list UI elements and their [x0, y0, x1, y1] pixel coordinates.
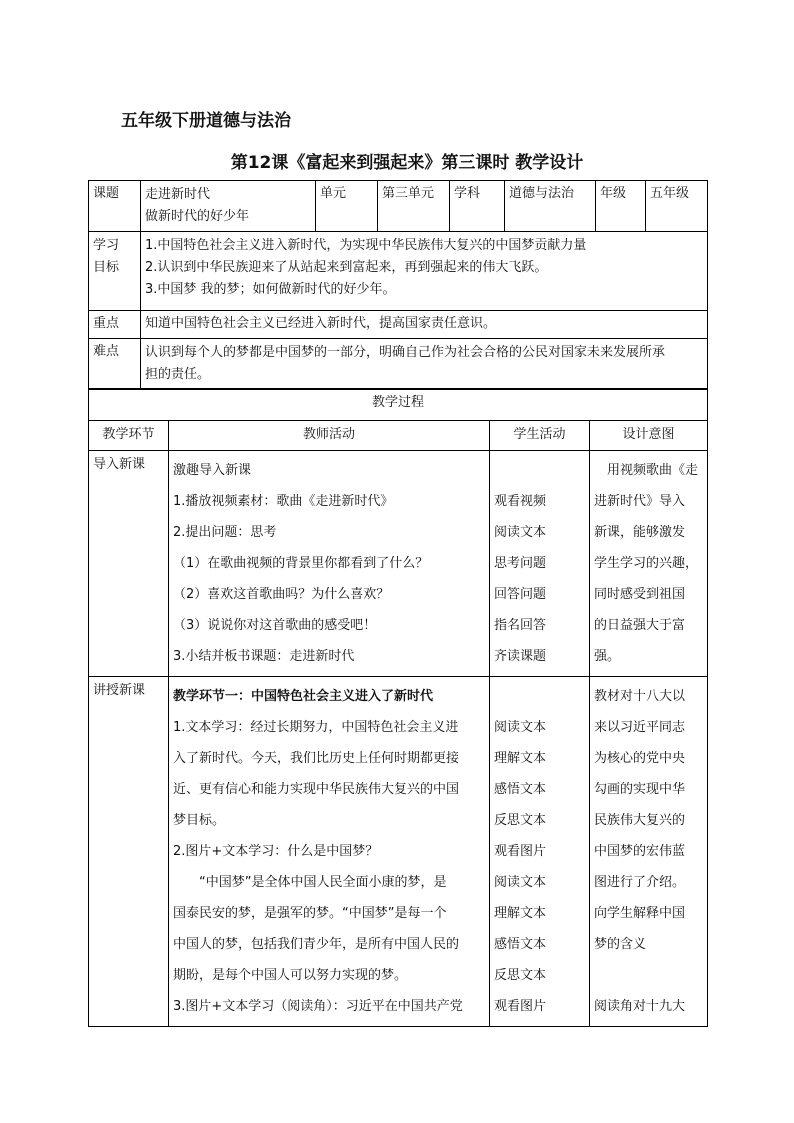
- difficulty-label: 难点: [89, 338, 141, 389]
- student-line: 齐读课题: [494, 649, 547, 664]
- intent-line: 学生学习的兴趣，: [594, 556, 699, 571]
- intent-line: 的日益强大于富: [594, 618, 686, 633]
- goal-item: 3.中国梦 我的梦；如何做新时代的好少年。: [145, 282, 396, 297]
- difficulty-value: [141, 338, 708, 389]
- topic-line: 走进新时代: [145, 187, 211, 202]
- intent-line: 强。: [594, 649, 621, 664]
- student-activity-teach: [490, 677, 590, 1027]
- teacher-line: 2.提出问题：思考: [173, 525, 277, 540]
- student-line: 理解文本: [494, 751, 547, 766]
- teacher-line: （3）说说你对这首歌曲的感受吧！: [173, 618, 377, 633]
- goals-label-line: 目标: [93, 260, 120, 275]
- topic-line: 做新时代的好少年: [145, 209, 250, 224]
- intent-line: [594, 960, 703, 991]
- teaching-process-table: [88, 388, 708, 1027]
- intent-line: 勾画的实现中华: [594, 782, 686, 797]
- teacher-activity-teach: [169, 677, 490, 1027]
- student-line: 反思文本: [494, 968, 547, 983]
- header-intent: 设计意图: [590, 421, 708, 451]
- teacher-line: 1.播放视频素材：歌曲《走进新时代》: [173, 494, 394, 509]
- teacher-line: 激趣导入新课: [173, 463, 252, 478]
- student-line: 指名回答: [494, 618, 547, 633]
- intent-line: 来以习近平同志: [594, 720, 686, 735]
- teacher-line: 国泰民安的梦，是强军的梦。“中国梦”是每一个: [173, 906, 447, 921]
- intent-line: 阅读角对十九大: [594, 999, 686, 1014]
- section-title: 教学过程: [89, 389, 708, 421]
- difficulty-line: 担的责任。: [145, 366, 211, 382]
- teacher-line: 3.图片+文本学习（阅读角）：习近平在中国共产党: [173, 999, 463, 1014]
- intent-line: 进新时代》导入: [594, 494, 686, 509]
- student-line: 感悟文本: [494, 937, 547, 952]
- intent-line: 为核心的党中央: [594, 751, 686, 766]
- student-line: 反思文本: [494, 813, 547, 828]
- lesson-info-table: [88, 180, 708, 390]
- subject-label: 学科: [450, 181, 505, 232]
- goals-value: [141, 232, 708, 311]
- unit-value: 第三单元: [378, 181, 450, 232]
- design-intent-teach: [590, 677, 708, 1027]
- intent-line: 中国梦的宏伟蓝: [594, 844, 686, 859]
- teacher-line: “中国梦”是全体中国人民全面小康的梦，是: [199, 875, 447, 890]
- goals-label: [89, 232, 141, 311]
- key-point-label: 重点: [89, 311, 141, 339]
- teacher-line: 中国人的梦，包括我们青少年，是所有中国人民的: [173, 937, 460, 952]
- header-stage: 教学环节: [89, 421, 169, 451]
- student-line: 思考问题: [494, 556, 547, 571]
- intent-line: 图进行了介绍。: [594, 875, 686, 890]
- goal-item: 2.认识到中华民族迎来了从站起来到富起来，再到强起来的伟大飞跃。: [145, 260, 548, 275]
- teacher-line: 2.图片+文本学习：什么是中国梦？: [173, 844, 379, 859]
- student-line: 理解文本: [494, 906, 547, 921]
- teacher-line: 近、更有信心和能力实现中华民族伟大复兴的中国: [173, 782, 460, 797]
- intent-line: 同时感受到祖国: [594, 587, 686, 602]
- teacher-activity-intro: [169, 451, 490, 677]
- intent-line: 向学生解释中国: [594, 906, 686, 921]
- teacher-line: 入了新时代。今天，我们比历史上任何时期都更接: [173, 751, 460, 766]
- student-line: 观看视频: [494, 494, 547, 509]
- key-point-value: 知道中国特色社会主义已经进入新时代，提高国家责任意识。: [141, 311, 708, 339]
- goal-item: 1.中国特色社会主义进入新时代，为实现中华民族伟大复兴的中国梦贡献力量: [145, 238, 587, 253]
- teacher-line: 1.文本学习：经过长期努力，中国特色社会主义进: [173, 720, 459, 735]
- grade-title: 五年级下册道德与法治: [121, 111, 291, 131]
- teacher-heading: 教学环节一：中国特色社会主义进入了新时代: [173, 689, 434, 704]
- intent-line: 教材对十八大以: [594, 689, 686, 704]
- topic-value: [141, 181, 316, 232]
- intent-line: 新课，能够激发: [594, 525, 686, 540]
- teacher-line: 梦目标。: [173, 813, 226, 828]
- student-activity-intro: [490, 451, 590, 677]
- student-line: 观看图片: [494, 999, 547, 1014]
- stage-intro: 导入新课: [89, 451, 169, 677]
- teacher-line: （2）喜欢这首歌曲吗？为什么喜欢？: [173, 587, 390, 602]
- design-intent-intro: [590, 451, 708, 677]
- teacher-line: 3.小结并板书课题：走进新时代: [173, 649, 355, 664]
- student-line: 观看图片: [494, 844, 547, 859]
- document-title: 第12课《富起来到强起来》第三课时 教学设计: [230, 153, 584, 173]
- grade-label: 年级: [596, 181, 646, 232]
- intent-line: 用视频歌曲《走: [607, 463, 699, 478]
- topic-label: 课题: [89, 181, 141, 232]
- header-teacher: 教师活动: [169, 421, 490, 451]
- grade-value: 五年级: [646, 181, 708, 232]
- subject-value: 道德与法治: [505, 181, 596, 232]
- student-line: 阅读文本: [494, 875, 547, 890]
- unit-label: 单元: [316, 181, 378, 232]
- student-line: 阅读文本: [494, 720, 547, 735]
- teacher-line: （1）在歌曲视频的背景里你都看到了什么？: [173, 556, 429, 571]
- goals-label-line: 学习: [93, 238, 120, 253]
- student-line: 感悟文本: [494, 782, 547, 797]
- stage-teach: 讲授新课: [89, 677, 169, 1027]
- header-students: 学生活动: [490, 421, 590, 451]
- intent-line: 民族伟大复兴的: [594, 813, 686, 828]
- student-line: 阅读文本: [494, 525, 547, 540]
- intent-line: 梦的含义: [594, 937, 647, 952]
- teacher-line: 期盼，是每个中国人可以努力实现的梦。: [173, 968, 408, 983]
- student-line: 回答问题: [494, 587, 547, 602]
- difficulty-line: 认识到每个人的梦都是中国梦的一部分，明确自己作为社会合格的公民对国家未来发展所承: [145, 344, 666, 360]
